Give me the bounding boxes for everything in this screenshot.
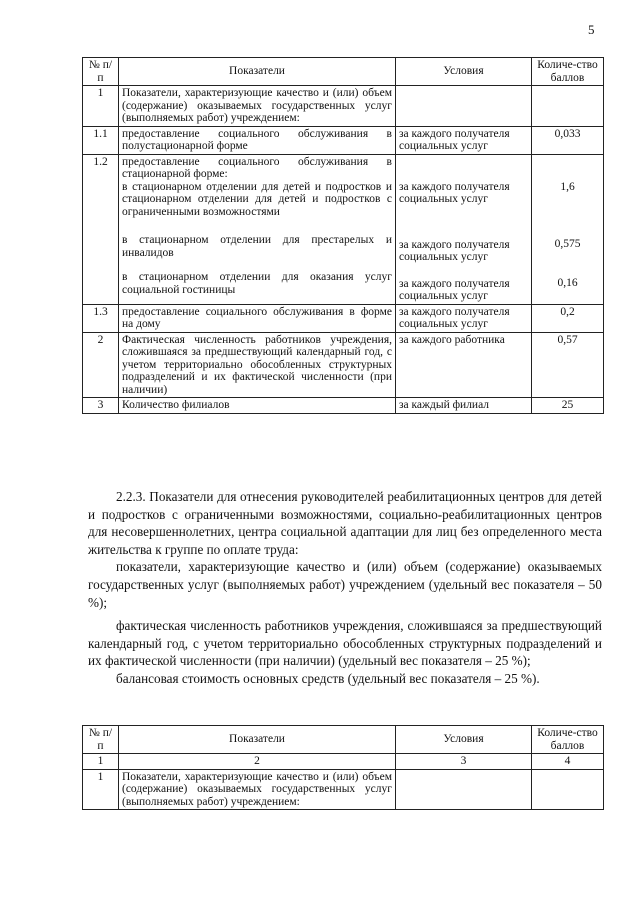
table-row xyxy=(83,332,604,398)
row-indicator-sub-b: в стационарном отделении для престарелых и инвалидов xyxy=(122,234,392,259)
col-number: 3 xyxy=(396,754,532,770)
row-condition: за каждый филиал xyxy=(396,398,532,414)
header-indicators: Показатели xyxy=(119,58,396,86)
header-num: № п/п xyxy=(83,726,119,754)
row-score-sub-c: 0,16 xyxy=(557,276,578,289)
paragraph-balance: балансовая стоимость основных средств (удельный вес показателя – 25 %). xyxy=(116,670,540,686)
row-score xyxy=(532,86,604,127)
row-num: 1.1 xyxy=(83,126,119,154)
row-condition xyxy=(396,86,532,127)
row-condition xyxy=(396,154,532,304)
header-score: Количе-ство баллов xyxy=(532,58,604,86)
row-score xyxy=(532,154,604,304)
indicators-table-1 xyxy=(82,57,604,414)
row-indicator: Фактическая численность работников учреждения, сложившаяся за предшествующий календарный год, с учетом территориально обособленных структурных подразделений и их фактической численности (при наличии) xyxy=(119,332,396,398)
row-condition-sub-b: за каждого получателя социальных услуг xyxy=(399,238,510,263)
row-num: 1 xyxy=(83,86,119,127)
row-indicator: предоставление социального обслуживания в форме на дому xyxy=(119,304,396,332)
row-num: 2 xyxy=(83,332,119,398)
row-indicator: Количество филиалов xyxy=(119,398,396,414)
indicators-table-2 xyxy=(82,725,604,810)
row-condition-sub-c: за каждого получателя социальных услуг xyxy=(399,277,510,302)
row-condition-sub-a: за каждого получателя социальных услуг xyxy=(399,180,510,205)
row-indicator: предоставление социального обслуживания в полустационарной форме xyxy=(119,126,396,154)
row-indicator-heading: предоставление социального обслуживания в стационарной форме: xyxy=(122,155,392,180)
row-num: 1.3 xyxy=(83,304,119,332)
row-score: 0,57 xyxy=(532,332,604,398)
row-condition: за каждого работника xyxy=(396,332,532,398)
row-condition: за каждого получателя социальных услуг xyxy=(396,304,532,332)
spacer xyxy=(122,259,392,267)
row-indicator xyxy=(119,154,396,304)
header-score: Количе-ство баллов xyxy=(532,726,604,754)
row-score: 25 xyxy=(532,398,604,414)
table-row xyxy=(83,304,604,332)
table-header-row xyxy=(83,726,604,754)
table-row xyxy=(83,86,604,127)
col-number: 1 xyxy=(83,754,119,770)
row-indicator-sub-a: в стационарном отделении для детей и подростков и стационарном отделении для детей и подростков с ограниченными возможностями xyxy=(122,180,392,218)
table-row xyxy=(83,769,604,810)
paragraph-headcount: фактическая численность работников учреждения, сложившаяся за предшествующий календарный год, с учетом территориально обособленных структурных подразделений и их фактической численности (при наличии) (удельный вес показателя – 25 %); xyxy=(88,618,602,669)
header-conditions: Условия xyxy=(396,58,532,86)
row-score-sub-a: 1,6 xyxy=(560,180,575,193)
row-indicator: Показатели, характеризующие качество и (или) объем (содержание) оказываемых государственных услуг (выполняемых работ) учреждением: xyxy=(119,769,396,810)
row-score xyxy=(532,769,604,810)
col-number: 2 xyxy=(119,754,396,770)
col-number: 4 xyxy=(532,754,604,770)
row-num: 3 xyxy=(83,398,119,414)
row-num: 1.2 xyxy=(83,154,119,304)
table-row xyxy=(83,126,604,154)
row-indicator: Показатели, характеризующие качество и (или) объем (содержание) оказываемых государственных услуг (выполняемых работ) учреждением: xyxy=(119,86,396,127)
table-row xyxy=(83,154,604,304)
section-text xyxy=(88,488,602,688)
header-indicators: Показатели xyxy=(119,726,396,754)
page-number: 5 xyxy=(588,22,595,37)
paragraph-2-2-3: 2.2.3. Показатели для отнесения руководителей реабилитационных центров для детей и подростков с ограниченными возможностями, социально-реабилитационных центров для несовершеннолетних, центра социальной адаптации для лиц без определенного места жительства к группе по оплате труда: xyxy=(88,489,602,557)
row-num: 1 xyxy=(83,769,119,810)
row-condition xyxy=(396,769,532,810)
table-row xyxy=(83,398,604,414)
row-condition: за каждого получателя социальных услуг xyxy=(396,126,532,154)
header-num: № п/п xyxy=(83,58,119,86)
row-score: 0,2 xyxy=(532,304,604,332)
table-header-row xyxy=(83,58,604,86)
column-number-row xyxy=(83,754,604,770)
spacer xyxy=(122,218,392,226)
row-score-sub-b: 0,575 xyxy=(554,238,581,250)
row-score: 0,033 xyxy=(532,126,604,154)
paragraph-quality: показатели, характеризующие качество и (или) объем (содержание) оказываемых государственных услуг (выполняемых работ) учреждением (удельный вес показателя – 50 %); xyxy=(88,559,602,610)
header-conditions: Условия xyxy=(396,726,532,754)
row-indicator-sub-c: в стационарном отделении для оказания услуг социальной гостиницы xyxy=(122,271,392,296)
